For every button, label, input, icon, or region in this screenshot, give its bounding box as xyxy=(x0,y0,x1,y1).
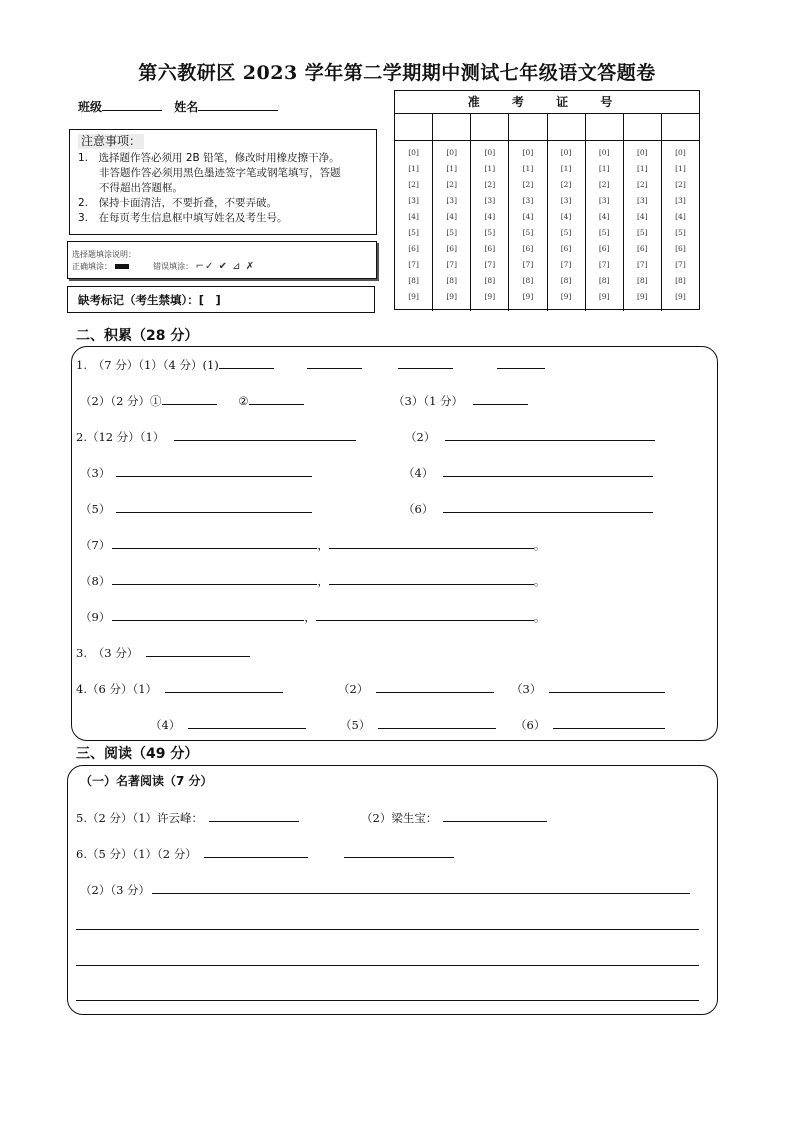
question-3-row xyxy=(76,644,250,661)
digit-7[interactable]: [7] xyxy=(408,260,419,269)
notice-title: 注意事项： xyxy=(78,134,144,149)
question-1-label: 1. （7 分）（1）（4 分）(1) xyxy=(76,358,219,372)
digit-9[interactable]: [9] xyxy=(598,292,610,301)
digit-6[interactable]: [6] xyxy=(675,244,686,253)
digit-1[interactable]: [1] xyxy=(598,164,610,173)
answer-line[interactable] xyxy=(549,680,665,693)
exam-id-write-cell[interactable] xyxy=(395,114,432,141)
exam-id-write-cell[interactable] xyxy=(624,114,661,141)
digit-9[interactable]: [9] xyxy=(484,292,496,301)
question-3-label: 3. （3 分） xyxy=(76,646,139,660)
fill-instructions-box xyxy=(67,241,377,279)
answer-line[interactable] xyxy=(307,356,362,369)
fill-instructions-title: 选择题填涂说明： xyxy=(72,250,136,259)
digit-8[interactable]: [8] xyxy=(522,276,534,285)
question-4-4-label: （4） xyxy=(150,718,181,732)
notice-line: 1. 选择题作答必须用 2B 铅笔，修改时用橡皮擦干净。 xyxy=(78,152,340,164)
digit-2[interactable]: [2] xyxy=(560,180,572,189)
digit-1[interactable]: [1] xyxy=(522,164,534,173)
digit-4[interactable]: [4] xyxy=(484,212,496,221)
answer-line[interactable] xyxy=(316,608,534,621)
digit-2[interactable]: [2] xyxy=(408,180,419,189)
digit-3[interactable]: [3] xyxy=(637,196,648,205)
exam-id-write-cell[interactable] xyxy=(509,114,546,141)
digit-0[interactable]: [0] xyxy=(408,148,419,157)
question-5-2-label: （2）梁生宝： xyxy=(361,811,438,825)
digit-1[interactable]: [1] xyxy=(484,164,496,173)
question-5-label: 5.（2 分）（1）许云峰： xyxy=(76,811,204,825)
digit-7[interactable]: [7] xyxy=(446,260,457,269)
digit-9[interactable]: [9] xyxy=(446,292,457,301)
digit-7[interactable]: [7] xyxy=(637,260,648,269)
question-2-label: 2.（12 分）（1） xyxy=(76,430,165,444)
exam-id-column[interactable] xyxy=(395,114,433,311)
answer-line[interactable] xyxy=(188,716,306,729)
digit-8[interactable]: [8] xyxy=(408,276,419,285)
question-5-1-row xyxy=(76,809,299,826)
question-1-2-row xyxy=(80,392,304,409)
answer-line[interactable] xyxy=(249,392,304,405)
answer-line[interactable] xyxy=(152,881,690,894)
answer-line[interactable] xyxy=(112,608,304,621)
digit-1[interactable]: [1] xyxy=(560,164,572,173)
digit-1[interactable]: [1] xyxy=(408,164,419,173)
exam-id-column[interactable] xyxy=(662,114,699,311)
digit-4[interactable]: [4] xyxy=(560,212,572,221)
answer-line[interactable] xyxy=(112,536,317,549)
digit-8[interactable]: [8] xyxy=(484,276,496,285)
question-2-3-label: （3） xyxy=(80,466,111,480)
digit-5[interactable]: [5] xyxy=(446,228,457,237)
digit-3[interactable]: [3] xyxy=(598,196,610,205)
question-1-2-label: （2）（2 分）① xyxy=(80,394,162,408)
absent-mark-box[interactable]: 缺考标记（考生禁填）：[ ] xyxy=(67,286,375,313)
comma: ， xyxy=(317,574,329,588)
section-3-title: 三、阅读（49 分） xyxy=(76,746,199,762)
exam-id-write-cell[interactable] xyxy=(586,114,623,141)
digit-0[interactable]: [0] xyxy=(484,148,496,157)
exam-id-column[interactable] xyxy=(471,114,509,311)
digit-1[interactable]: [1] xyxy=(675,164,686,173)
digit-7[interactable]: [7] xyxy=(484,260,496,269)
answer-line[interactable] xyxy=(116,464,312,477)
question-2-4-label: （4） xyxy=(403,466,434,480)
digit-6[interactable]: [6] xyxy=(598,244,610,253)
comma: ， xyxy=(304,610,316,624)
digit-6[interactable]: [6] xyxy=(484,244,496,253)
answer-line[interactable] xyxy=(443,464,653,477)
question-4-5-row xyxy=(340,716,496,733)
digit-0[interactable]: [0] xyxy=(560,148,572,157)
answer-line[interactable] xyxy=(329,536,534,549)
question-6-2-row xyxy=(80,881,690,898)
digit-7[interactable]: [7] xyxy=(675,260,686,269)
question-2-5-row xyxy=(80,500,312,517)
digit-2[interactable]: [2] xyxy=(484,180,496,189)
digit-8[interactable]: [8] xyxy=(560,276,572,285)
exam-id-column[interactable] xyxy=(624,114,662,311)
answer-line[interactable] xyxy=(443,809,547,822)
question-4-5-label: （5） xyxy=(340,718,371,732)
answer-line[interactable] xyxy=(76,929,699,930)
question-2-7-row xyxy=(80,536,545,553)
digit-0[interactable]: [0] xyxy=(522,148,534,157)
digit-3[interactable]: [3] xyxy=(408,196,419,205)
question-4-3-label: （3） xyxy=(511,682,542,696)
digit-3[interactable]: [3] xyxy=(484,196,496,205)
answer-line[interactable] xyxy=(204,845,308,858)
question-2-7-label: （7） xyxy=(80,538,111,552)
answer-line[interactable] xyxy=(116,500,312,513)
notice-line: 3. 在每页考生信息框中填写姓名及考生号。 xyxy=(78,212,288,224)
digit-6[interactable]: [6] xyxy=(522,244,534,253)
question-2-2-label: （2） xyxy=(405,430,436,444)
digit-9[interactable]: [9] xyxy=(408,292,419,301)
notice-line: 不得超出答题框。 xyxy=(78,182,183,194)
question-2-6-row xyxy=(403,500,653,517)
answer-line[interactable] xyxy=(219,356,274,369)
digit-9[interactable]: [9] xyxy=(560,292,572,301)
digit-5[interactable]: [5] xyxy=(560,228,572,237)
wrong-fill-marks-icon: ⌐✓ ✔ ⊿ ✗ xyxy=(195,261,256,272)
digit-6[interactable]: [6] xyxy=(560,244,572,253)
comma: ， xyxy=(317,538,329,552)
answer-line[interactable] xyxy=(445,428,655,441)
digit-0[interactable]: [0] xyxy=(637,148,648,157)
digit-6[interactable]: [6] xyxy=(408,244,419,253)
question-2-8-label: （8） xyxy=(80,574,111,588)
answer-line[interactable] xyxy=(378,716,496,729)
period: 。 xyxy=(533,538,546,552)
question-4-4-row xyxy=(150,716,306,733)
digit-3[interactable]: [3] xyxy=(560,196,572,205)
question-6-label: 6.（5 分）（1）（2 分） xyxy=(76,847,197,861)
digit-4[interactable]: [4] xyxy=(522,212,534,221)
exam-id-write-cell[interactable] xyxy=(548,114,585,141)
digit-2[interactable]: [2] xyxy=(446,180,457,189)
circled-2-label: ② xyxy=(238,394,249,408)
digit-2[interactable]: [2] xyxy=(522,180,534,189)
answer-line[interactable] xyxy=(473,392,528,405)
page-title: 第六教研区 2023 学年第二学期期中测试七年级语文答题卷 xyxy=(138,62,656,84)
period: 。 xyxy=(533,574,546,588)
subsection-1-title: （一）名著阅读（7 分） xyxy=(80,774,213,788)
digit-4[interactable]: [4] xyxy=(598,212,610,221)
name-field[interactable] xyxy=(198,98,278,111)
answer-line[interactable] xyxy=(112,572,317,585)
exam-id-header: 准 考 证 号 xyxy=(395,91,699,114)
answer-line[interactable] xyxy=(165,680,283,693)
answer-line[interactable] xyxy=(162,392,217,405)
answer-line[interactable] xyxy=(209,809,299,822)
question-2-5-label: （5） xyxy=(80,502,111,516)
digit-2[interactable]: [2] xyxy=(675,180,686,189)
digit-8[interactable]: [8] xyxy=(637,276,648,285)
answer-line[interactable] xyxy=(398,356,453,369)
digit-7[interactable]: [7] xyxy=(598,260,610,269)
question-4-6-label: （6） xyxy=(515,718,546,732)
answer-line[interactable] xyxy=(553,716,665,729)
digit-4[interactable]: [4] xyxy=(675,212,686,221)
digit-8[interactable]: [8] xyxy=(675,276,686,285)
question-2-4-row xyxy=(403,464,653,481)
digit-9[interactable]: [9] xyxy=(675,292,686,301)
answer-line[interactable] xyxy=(329,572,534,585)
digit-4[interactable]: [4] xyxy=(408,212,419,221)
name-label: 姓名 xyxy=(174,100,199,114)
notice-box xyxy=(69,129,377,235)
digit-5[interactable]: [5] xyxy=(598,228,610,237)
digit-9[interactable]: [9] xyxy=(522,292,534,301)
digit-2[interactable]: [2] xyxy=(637,180,648,189)
answer-line[interactable] xyxy=(146,644,250,657)
exam-id-column[interactable] xyxy=(586,114,624,311)
question-2-9-row xyxy=(80,608,545,625)
answer-line[interactable] xyxy=(443,500,653,513)
digit-6[interactable]: [6] xyxy=(637,244,648,253)
question-4-label: 4.（6 分）（1） xyxy=(76,682,158,696)
question-2-9-label: （9） xyxy=(80,610,111,624)
question-2-8-row xyxy=(80,572,545,589)
digit-9[interactable]: [9] xyxy=(637,292,648,301)
exam-id-column[interactable] xyxy=(509,114,547,311)
digit-5[interactable]: [5] xyxy=(522,228,534,237)
exam-id-column[interactable] xyxy=(548,114,586,311)
digit-4[interactable]: [4] xyxy=(637,212,648,221)
digit-5[interactable]: [5] xyxy=(637,228,648,237)
answer-line[interactable] xyxy=(376,680,494,693)
question-1-3-row xyxy=(393,392,528,409)
notice-line: 非答题作答必须用黑色墨迹签字笔或钢笔填写，答题 xyxy=(78,167,341,179)
question-2-3-row xyxy=(80,464,312,481)
digit-5[interactable]: [5] xyxy=(408,228,419,237)
digit-7[interactable]: [7] xyxy=(560,260,572,269)
digit-1[interactable]: [1] xyxy=(637,164,648,173)
period: 。 xyxy=(533,610,546,624)
student-info-row xyxy=(78,98,278,115)
question-4-6-row xyxy=(515,716,665,733)
digit-0[interactable]: [0] xyxy=(446,148,457,157)
digit-2[interactable]: [2] xyxy=(598,180,610,189)
notice-line: 2. 保持卡面清洁，不要折叠，不要弄破。 xyxy=(78,197,278,209)
section-2-title: 二、积累（28 分） xyxy=(76,328,199,344)
question-4-3-row xyxy=(511,680,665,697)
question-2-1-row xyxy=(76,428,356,445)
digit-3[interactable]: [3] xyxy=(675,196,686,205)
digit-0[interactable]: [0] xyxy=(598,148,610,157)
digit-0[interactable]: [0] xyxy=(675,148,686,157)
question-4-2-label: （2） xyxy=(338,682,369,696)
correct-fill-mark-icon xyxy=(115,264,129,269)
question-1-3-label: （3）（1 分） xyxy=(393,394,464,408)
digit-4[interactable]: [4] xyxy=(446,212,457,221)
digit-6[interactable]: [6] xyxy=(446,244,457,253)
digit-5[interactable]: [5] xyxy=(675,228,686,237)
digit-1[interactable]: [1] xyxy=(446,164,457,173)
digit-3[interactable]: [3] xyxy=(522,196,534,205)
answer-line[interactable] xyxy=(76,1000,699,1001)
digit-3[interactable]: [3] xyxy=(446,196,457,205)
class-field[interactable] xyxy=(102,98,162,111)
exam-id-grid xyxy=(394,90,700,310)
question-4-row-1 xyxy=(76,680,283,697)
exam-id-write-cell[interactable] xyxy=(662,114,699,141)
answer-line[interactable] xyxy=(174,428,356,441)
question-4-2-row xyxy=(338,680,494,697)
answer-line[interactable] xyxy=(497,356,545,369)
exam-id-column[interactable] xyxy=(433,114,471,311)
question-2-6-label: （6） xyxy=(403,502,434,516)
question-2-2-row xyxy=(405,428,655,445)
wrong-fill-label: 错误填涂： xyxy=(153,262,194,271)
class-label: 班级 xyxy=(78,100,103,114)
correct-fill-label: 正确填涂： xyxy=(72,262,112,271)
digit-8[interactable]: [8] xyxy=(446,276,457,285)
question-6-2-label: （2）（3 分） xyxy=(80,883,151,897)
question-6-1-row xyxy=(76,845,454,862)
exam-id-write-cell[interactable] xyxy=(471,114,508,141)
question-1-row xyxy=(76,356,545,373)
digit-8[interactable]: [8] xyxy=(598,276,610,285)
answer-line[interactable] xyxy=(76,965,699,966)
exam-id-write-cell[interactable] xyxy=(433,114,470,141)
answer-line[interactable] xyxy=(344,845,454,858)
digit-7[interactable]: [7] xyxy=(522,260,534,269)
digit-5[interactable]: [5] xyxy=(484,228,496,237)
question-5-2-row xyxy=(361,809,547,826)
